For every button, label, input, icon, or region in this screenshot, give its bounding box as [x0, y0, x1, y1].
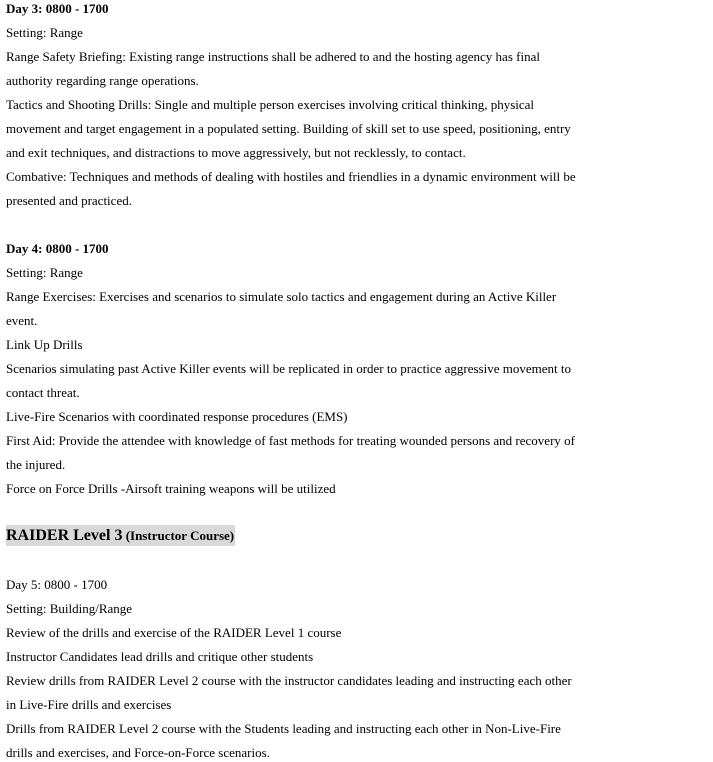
day4-line: Live-Fire Scenarios with coordinated response procedures (EMS) [6, 409, 348, 424]
day4-line: Link Up Drills [6, 337, 83, 352]
day3-heading: Day 3: 0800 - 1700 [6, 1, 109, 16]
day3-line: movement and target engagement in a populated setting. Building of skill set to use speed, positioning, entry [6, 121, 571, 136]
day3-setting: Setting: Range [6, 25, 83, 40]
day4-line: First Aid: Provide the attendee with knowledge of fast methods for treating wounded persons and recovery of [6, 433, 575, 448]
day4-line: Force on Force Drills -Airsoft training weapons will be utilized [6, 481, 336, 496]
level3-title: RAIDER Level 3 [6, 527, 123, 544]
day4-setting: Setting: Range [6, 265, 83, 280]
day5-line: Instructor Candidates lead drills and critique other students [6, 649, 314, 664]
day4-line: Range Exercises: Exercises and scenarios to simulate solo tactics and engagement during an Active Killer [6, 289, 557, 304]
day4-line: event. [6, 313, 38, 328]
day4-heading: Day 4: 0800 - 1700 [6, 241, 109, 256]
day3-line: and exit techniques, and distractions to move aggressively, but not recklessly, to contact. [6, 145, 466, 160]
day3-line: authority regarding range operations. [6, 73, 199, 88]
day4-line: the injured. [6, 457, 66, 472]
day5-line: Review drills from RAIDER Level 2 course with the instructor candidates leading and instructing each other [6, 673, 572, 688]
day5-line: in Live-Fire drills and exercises [6, 697, 172, 712]
day3-line: Tactics and Shooting Drills: Single and multiple person exercises involving critical thinking, physical [6, 97, 535, 112]
day3-line: Range Safety Briefing: Existing range instructions shall be adhered to and the hosting agency has final [6, 49, 540, 64]
day5-line: Review of the drills and exercise of the RAIDER Level 1 course [6, 625, 342, 640]
day3-line: Combative: Techniques and methods of dealing with hostiles and friendlies in a dynamic environment will be [6, 169, 576, 184]
day4-line: contact threat. [6, 385, 80, 400]
section-heading-level3 [6, 525, 235, 546]
day5-line: drills and exercises, and Force-on-Force scenarios. [6, 745, 270, 760]
day4-line: Scenarios simulating past Active Killer events will be replicated in order to practice aggressive movement to [6, 361, 571, 376]
day5-setting: Setting: Building/Range [6, 601, 133, 616]
day5-line: Drills from RAIDER Level 2 course with the Students leading and instructing each other in Non-Live-Fire [6, 721, 561, 736]
level3-subtitle: (Instructor Course) [125, 528, 235, 543]
day3-line: presented and practiced. [6, 193, 132, 208]
day5-heading: Day 5: 0800 - 1700 [6, 577, 108, 592]
